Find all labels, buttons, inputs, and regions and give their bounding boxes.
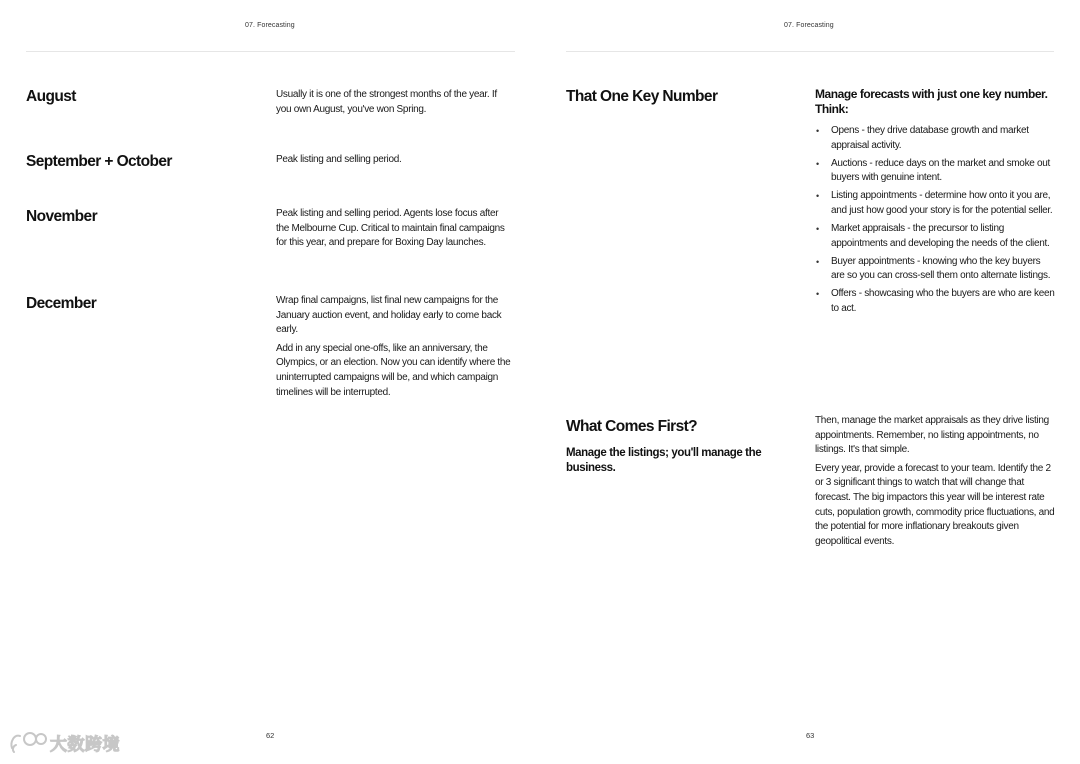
watermark-text: 大数跨境	[50, 734, 120, 754]
section-sept-oct-text	[276, 153, 514, 168]
page-number-right: 63	[806, 731, 815, 740]
list-item-text: Market appraisals - the precursor to listing appointments and developing the needs of the client.	[831, 223, 1050, 249]
list-item-text: Opens - they drive database growth and market appraisal activity.	[831, 125, 1029, 151]
list-item	[815, 287, 1055, 316]
watermark	[8, 728, 120, 756]
list-item-text: Auctions - reduce days on the market and smoke out buyers with genuine intent.	[831, 157, 1051, 184]
bullet-icon: •	[816, 158, 819, 169]
watermark-logo-icon	[8, 728, 48, 756]
paragraph: Then, manage the market appraisals as they drive listing appointments. Remember, no listing appointments, no listings. It's that simple.	[815, 415, 1049, 456]
paragraph: Add in any special one-offs, like an anniversary, the Olympics, or an election. Now you can identify where the uninterrupted campaigns will be, and which campaign timelines will be interrupted.	[276, 342, 511, 398]
paragraph: Usually it is one of the strongest months of the year. If you own August, you've won Spring.	[276, 89, 497, 115]
heading-december: December	[26, 295, 97, 312]
bullet-icon: •	[816, 256, 819, 267]
bullet-icon: •	[816, 126, 819, 136]
list-item	[815, 124, 1055, 153]
bullet-icon: •	[816, 191, 819, 202]
list-item-text: Listing appointments - determine how onto it you are, and just how good your story is for the potential seller.	[831, 190, 1053, 216]
bullet-icon: •	[816, 289, 819, 300]
section-december-text	[276, 294, 518, 400]
key-number-list	[815, 124, 1055, 320]
section-november-text	[276, 207, 506, 251]
list-item	[815, 222, 1055, 251]
list-item-text: Buyer appointments - knowing who the key buyers are so you can cross-sell them onto alternate listings.	[831, 255, 1051, 282]
heading-september-october: September + October	[26, 153, 172, 170]
list-item-text: Offers - showcasing who the buyers are who are keen to act.	[831, 288, 1055, 315]
heading-november: November	[26, 208, 98, 225]
paragraph: Peak listing and selling period.	[276, 154, 402, 165]
heading-august: August	[26, 88, 76, 105]
page-number-left: 62	[266, 731, 275, 740]
key-number-lead: Manage forecasts with just one key number. Think:	[815, 87, 1048, 116]
header-rule-right	[566, 51, 1054, 52]
bullet-icon: •	[816, 224, 819, 235]
list-item	[815, 189, 1055, 218]
what-comes-first-text	[815, 414, 1055, 549]
header-rule-left	[26, 51, 515, 52]
what-comes-first-subheading: Manage the listings; you'll manage the business.	[566, 447, 762, 474]
list-item	[815, 255, 1055, 284]
right-page	[540, 0, 1080, 764]
paragraph: Peak listing and selling period. Agents lose focus after the Melbourne Cup. Critical to maintain final campaigns for this year, and prepare for Boxing Day launches.	[276, 208, 505, 249]
running-head-left: 07. Forecasting	[245, 22, 295, 29]
paragraph: Every year, provide a forecast to your team. Identify the 2 or 3 significant things to watch that will change that forecast. The big impactors this year will be interest rate cuts, population growth, commodity price fluctuations, and the potential for more inflationary breakouts given geopolitical events.	[815, 462, 1055, 547]
paragraph: Wrap final campaigns, list final new campaigns for the January auction event, and holiday early to come back early.	[276, 295, 502, 336]
running-head-right: 07. Forecasting	[784, 22, 834, 29]
heading-what-comes-first: What Comes First?	[566, 418, 698, 435]
section-august-text	[276, 88, 514, 117]
heading-key-number: That One Key Number	[566, 88, 718, 105]
list-item	[815, 157, 1055, 186]
